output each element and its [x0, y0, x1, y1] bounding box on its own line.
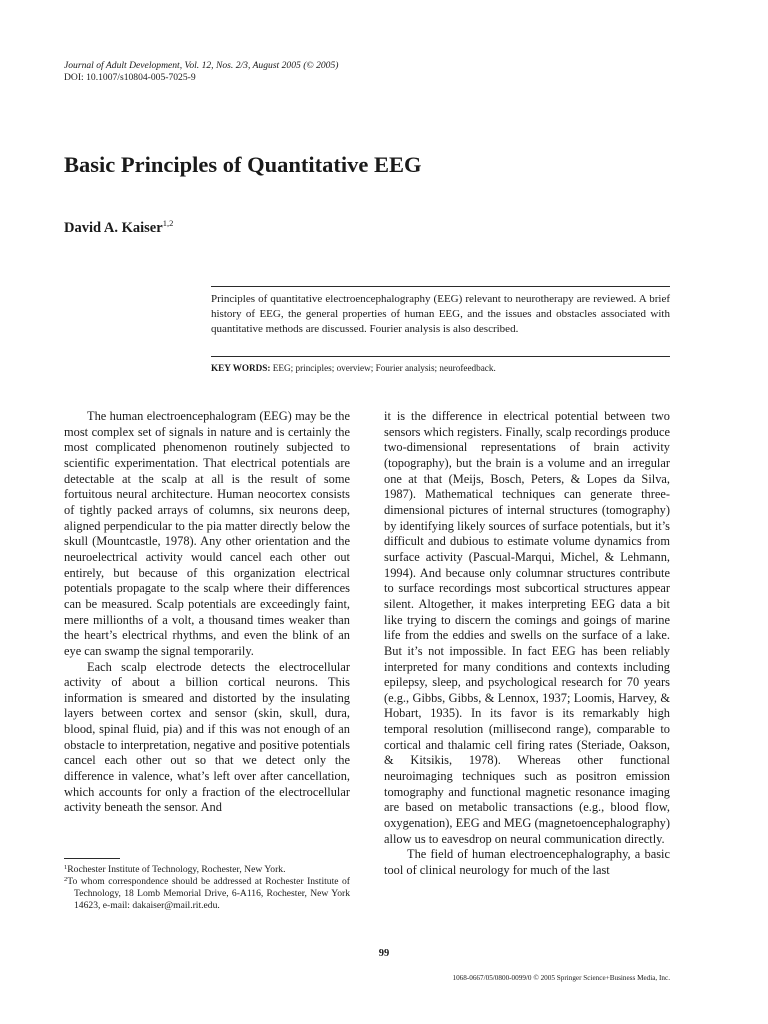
body-paragraph: The human electroencephalogram (EEG) may be the most complex set of signals in nature and is certainly the most complicated phenomenon routinely subjected to scientific experimentation. That electrical potentials are detectable at the scalp at all is the result of some fortuitous neural architecture. Human neocortex consists of tightly packed arrays of columns, six neurons deep, aligned perpendicular to the pia matter directly below the skull (Mountcastle, 1978). Any other orientation and the neuroelectrical activity would cancel each other out entirely, but because of this organization electrical potentials propagate to the scalp where their differences can be measured. Scalp potentials are exceedingly faint, mere millionths of a volt, a thousand times weaker than the heart’s electrical rhythms, and even the blink of an eye can swamp the signal temporarily.	[64, 409, 350, 658]
journal-citation: Journal of Adult Development, Vol. 12, Nos. 2/3, August 2005 (© 2005)	[64, 60, 339, 71]
keywords	[211, 362, 670, 375]
footnote-text: Rochester Institute of Technology, Rochester, New York.	[67, 864, 286, 875]
abstract-bottom-rule	[211, 356, 670, 357]
footnote-mark: 1	[64, 864, 68, 871]
keywords-label: KEY WORDS:	[211, 363, 271, 373]
copyright-line: 1068-0667/05/0800-0099/0 © 2005 Springer Science+Business Media, Inc.	[452, 974, 670, 982]
body-right-column	[384, 409, 670, 879]
footnote	[64, 864, 350, 876]
author-affiliation-marks: 1,2	[162, 218, 174, 228]
footnote-rule	[64, 858, 120, 859]
page-number: 99	[378, 948, 390, 959]
article-title: Basic Principles of Quantitative EEG	[64, 152, 422, 177]
author-name: David A. Kaiser	[64, 220, 163, 236]
doi-line: DOI: 10.1007/s10804-005-7025-9	[64, 72, 196, 83]
body-paragraph: Each scalp electrode detects the electrocellular activity of about a billion cortical neurons. This information is smeared and distorted by the insulating layers between cortex and sensor (skin, skull, dura, blood, spinal fluid, pia) and if this was not enough of an obstacle to interpretation, negative and positive potentials cancel each other out so that we detect only the difference in valence, what’s left over after cancellation, which accounts for only a fraction of the electrocellular activity beneath the sensor. And	[64, 659, 350, 815]
body-paragraph: The field of human electroencephalography, a basic tool of clinical neurology for much of the last	[384, 847, 670, 878]
abstract-top-rule	[211, 286, 670, 287]
abstract: Principles of quantitative electroencephalography (EEG) relevant to neurotherapy are reviewed. A brief history of EEG, the general properties of human EEG, and the issues and obstacles associated with quantitative methods are discussed. Fourier analysis is also described.	[211, 293, 670, 335]
footnote-text: To whom correspondence should be addressed at Rochester Institute of Technology, 18 Lomb Memorial Drive, 6-A116, Rochester, New York 14623, e-mail: dakaiser@mail.rit.edu.	[67, 876, 350, 911]
keywords-list: EEG; principles; overview; Fourier analysis; neurofeedback.	[270, 363, 496, 373]
footnote	[64, 876, 350, 912]
author-line	[64, 219, 464, 237]
footnotes	[64, 864, 350, 912]
body-left-column	[64, 409, 350, 816]
footnote-mark: 2	[64, 876, 68, 883]
body-paragraph-continued: it is the difference in electrical potential between two sensors which registers. Finally, scalp recordings produce two-dimensional representations of brain activity (topography), but the brain is a volume and an irregular one at that (Meijs, Bosch, Peters, & Lopes da Silva, 1987). Mathematical techniques can generate three-dimensional pictures of internal structures (tomography) by identifying likely sources of surface potentials, but it’s difficult and dubious to estimate volume dynamics from surface activity (Pascual-Marqui, Michel, & Lehmann, 1994). And because only columnar structures contribute to surface recordings most subcortical structures appear silent. Altogether, it makes interpreting EEG data a bit like trying to discern the comings and goings of marine life from the eddies and swells on the surface of a lake. But it’s not impossible. In fact EEG has been reliably interpreted for many conditions and contexts including epilepsy, sleep, and psychological research for 70 years (e.g., Gibbs, Gibbs, & Lennox, 1937; Loomis, Harvey, & Hobart, 1935). In its favor is its remarkably high temporal resolution (millisecond range), comparable to cortical and thalamic cell firing rates (Steriade, Oakson, & Kitsikis, 1978). Whereas other functional neuroimaging techniques such as positron emission tomography and functional magnetic resonance imaging are based on metabolic transactions (e.g., blood flow, oxygenation), EEG and MEG (magnetoencephalography) allow us to eavesdrop on neural communication directly.	[384, 409, 670, 846]
